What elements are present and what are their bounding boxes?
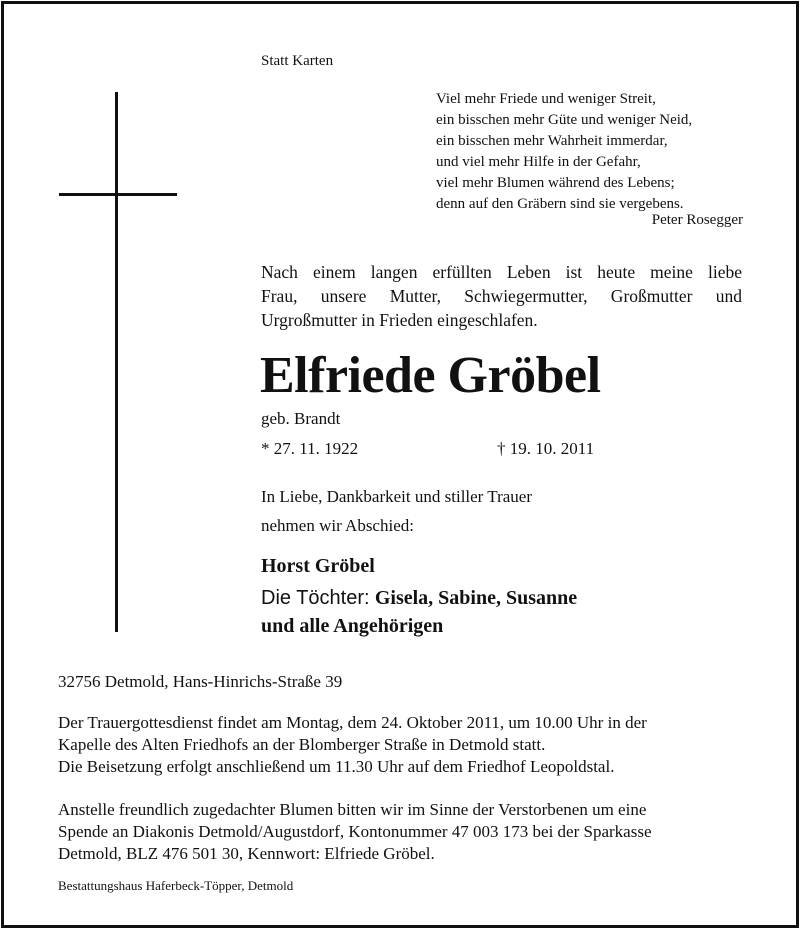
intro-line: Urgroßmutter in Frieden eingeschlafen. xyxy=(261,310,538,330)
donation-line: Detmold, BLZ 476 501 30, Kennwort: Elfriede Gröbel. xyxy=(58,844,435,863)
poem xyxy=(436,89,692,215)
daughters-names: Gisela, Sabine, Susanne xyxy=(374,587,578,609)
poem-line: ein bisschen mehr Güte und weniger Neid, xyxy=(436,112,693,128)
maiden-name: geb. Brandt xyxy=(261,409,341,428)
donation-line: Spende an Diakonis Detmold/Augustdorf, Kontonummer 47 003 173 bei der Sparkasse xyxy=(58,822,652,841)
daughters-prefix: Die Töchter: xyxy=(261,587,370,609)
poem-line: Viel mehr Friede und weniger Streit, xyxy=(436,91,656,107)
donation-line: Anstelle freundlich zugedachter Blumen bitten wir im Sinne der Verstorbenen um eine xyxy=(58,800,647,819)
cross-vertical-bar xyxy=(115,92,118,632)
donation-info xyxy=(58,799,652,865)
deceased-name: Elfriede Gröbel xyxy=(260,347,601,404)
address: 32756 Detmold, Hans-Hinrichs-Straße 39 xyxy=(58,672,343,691)
mourning-line-2: nehmen wir Abschied: xyxy=(261,516,414,535)
intro-text xyxy=(261,260,742,332)
poem-line: und viel mehr Hilfe in der Gefahr, xyxy=(436,154,641,170)
intro-line: Nach einem langen erfüllten Leben ist heute meine liebe xyxy=(261,262,742,282)
service-line: Die Beisetzung erfolgt anschließend um 11.30 Uhr auf dem Friedhof Leopoldstal. xyxy=(58,757,615,776)
family-husband: Horst Gröbel xyxy=(261,555,375,577)
intro-line: Frau, unsere Mutter, Schwiegermutter, Großmutter und xyxy=(261,286,742,306)
family-daughters xyxy=(261,585,577,610)
service-line: Der Trauergottesdienst findet am Montag, dem 24. Oktober 2011, um 10.00 Uhr in der xyxy=(58,713,647,732)
poem-line: viel mehr Blumen während des Lebens; xyxy=(436,175,675,191)
poem-line: denn auf den Gräbern sind sie vergebens. xyxy=(436,196,684,212)
funeral-home: Bestattungshaus Haferbeck-Töpper, Detmold xyxy=(58,878,294,893)
cross-horizontal-bar xyxy=(59,193,177,196)
birth-date: * 27. 11. 1922 xyxy=(261,439,359,458)
poem-author: Peter Rosegger xyxy=(651,212,743,228)
service-info xyxy=(58,712,647,778)
service-line: Kapelle des Alten Friedhofs an der Blomberger Straße in Detmold statt. xyxy=(58,735,546,754)
poem-line: ein bisschen mehr Wahrheit immerdar, xyxy=(436,133,668,149)
statt-karten-label: Statt Karten xyxy=(261,53,334,69)
family-relatives: und alle Angehörigen xyxy=(261,615,444,637)
mourning-line-1: In Liebe, Dankbarkeit und stiller Trauer xyxy=(261,487,532,506)
death-date: † 19. 10. 2011 xyxy=(497,439,595,458)
